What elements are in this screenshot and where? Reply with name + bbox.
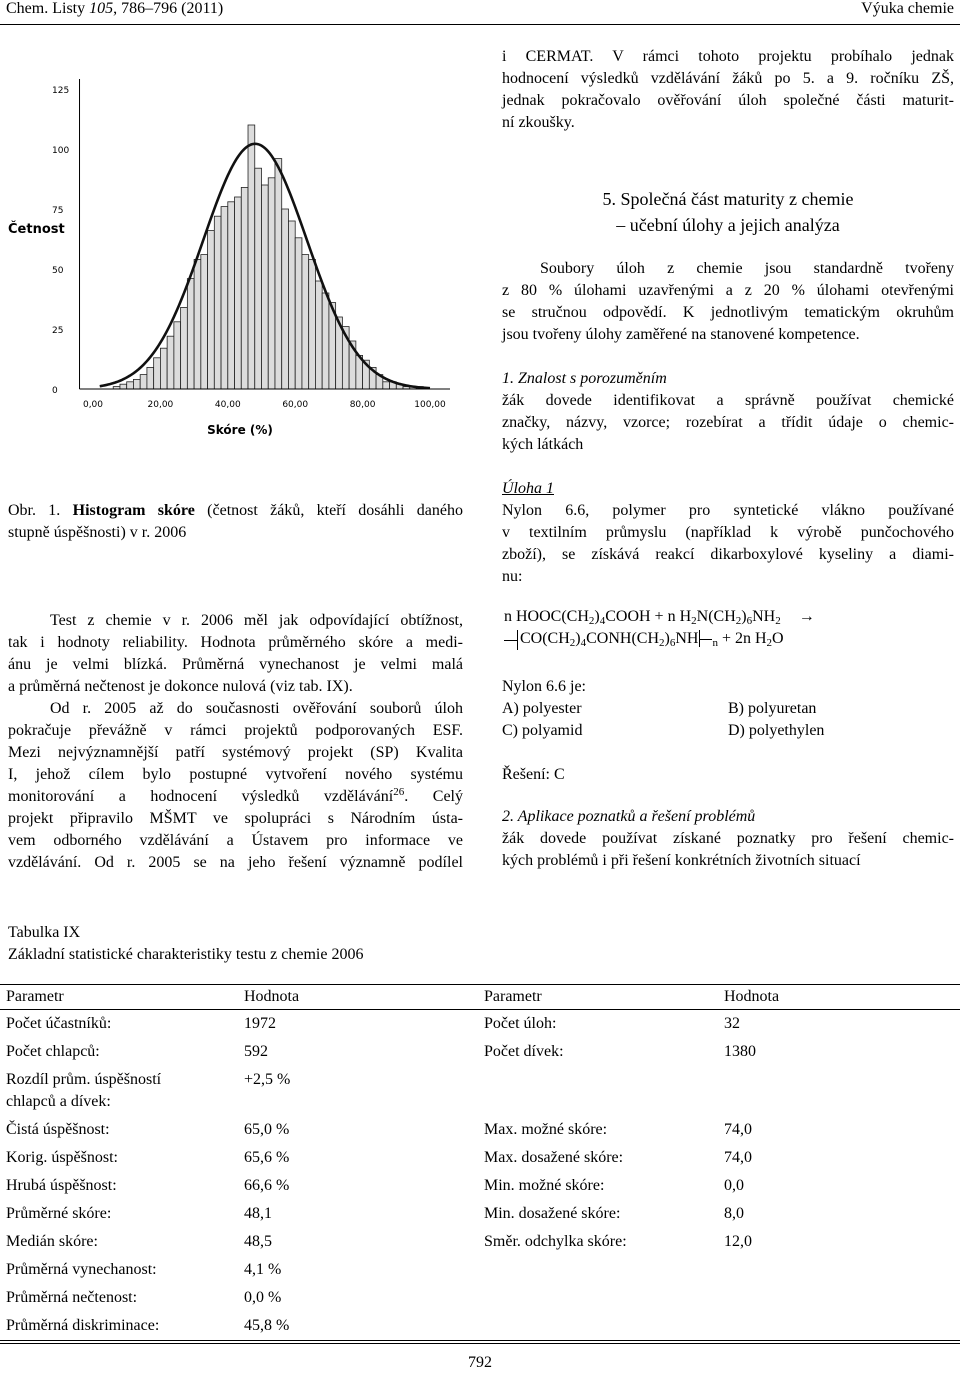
- competence-2-title: 2. Aplikace poznatků a řešení problémů: [502, 808, 756, 825]
- table-cell: 65,0 %: [244, 1121, 290, 1138]
- table-cell: 65,6 %: [244, 1149, 290, 1166]
- table-cell: Průměrná vynechanost:: [6, 1261, 157, 1278]
- header-rule: [0, 24, 960, 25]
- task-title: Úloha 1: [502, 480, 554, 497]
- table-cell: 74,0: [724, 1121, 752, 1138]
- question-block: [502, 676, 954, 742]
- histogram-bar: [248, 125, 255, 389]
- competence-1-title: 1. Znalost s porozuměním: [502, 370, 667, 387]
- table-cell: 32: [724, 1015, 740, 1032]
- table-cell: Korig. úspěšnost:: [6, 1149, 118, 1166]
- x-tick-label: 40,00: [214, 400, 241, 410]
- figure-caption: Obr. 1. Histogram skóre (četnost žáků, kteří dosáhli daného stupně úspěšnosti) v r. 2006: [8, 502, 464, 541]
- histogram-bar: [309, 259, 316, 389]
- table-cell: Průměrná diskriminace:: [6, 1317, 160, 1334]
- running-header-journal: Chem. Listy 105, 786–796 (2011): [6, 0, 224, 17]
- table-cell: Max. dosažené skóre:: [484, 1149, 624, 1166]
- histogram-bar: [302, 255, 309, 389]
- histogram-bar: [194, 259, 201, 389]
- table-cell: [478, 1284, 718, 1312]
- table-row: [0, 1038, 960, 1066]
- y-tick-label: 50: [52, 266, 64, 276]
- solution-text: Řešení: C: [502, 766, 565, 783]
- histogram-bar: [295, 238, 302, 389]
- histogram-bar: [127, 382, 134, 389]
- histogram-bar: [154, 358, 161, 389]
- table-row: [0, 1010, 960, 1039]
- table-cell: [478, 1066, 718, 1116]
- table-cell: +2,5 %: [244, 1071, 291, 1088]
- table-cell: Průměrné skóre:: [6, 1205, 112, 1222]
- question-text: Nylon 6.6 je:: [502, 678, 586, 695]
- table-row: [0, 1066, 960, 1116]
- option-b: B) polyuretan: [728, 700, 817, 717]
- section-heading: 5. Společná část maturity z chemie – učební úlohy a jejich analýza: [602, 189, 854, 235]
- reaction-arrow: →: [798, 608, 815, 625]
- left-column-text: Test z chemie v r. 2006 měl jak odpovídající obtížnost, tak i hodnoty reliability. Hodnota průměrného skóre a medi- ánu je velmi blízká. Průměrná vynechanost je velmi malá a průměrná nečtenost je dokonce nulová (viz tab. IX). Od r. 2005 až do současnosti ověřování souborů úloh pokračuje převážně v rámci projektů podporovaných ESF. Mezi nejvýznamnější patří systémový projekt (SP) Kvalita I, jehož cílem bylo postupné vytvoření nového systému monitorování a hodnocení výsledků vzdělávání$^{26}$. Celý projekt připravilo MŠMT ve spolupráci s Národním ústa- vem odborného vzdělávání a Ústavem pro informace ve vzdělávání. Od r. 2005 se na jeho řešení významně podílel: [8, 612, 464, 871]
- header-cell: Hodnota: [724, 988, 780, 1005]
- table-cell: 1972: [244, 1015, 276, 1032]
- histogram-bar: [201, 255, 208, 389]
- option-a: A) polyester: [502, 700, 582, 717]
- y-axis-label: Četnost: [8, 222, 65, 237]
- histogram-bar: [383, 382, 390, 389]
- histogram-bar: [160, 348, 167, 389]
- table-row: [0, 1172, 960, 1200]
- reaction-equation: [504, 606, 944, 650]
- table-cell: [478, 1256, 718, 1284]
- histogram-bar: [275, 159, 282, 389]
- table-cell: Počet úloh:: [484, 1015, 557, 1032]
- table-cell: 0,0: [724, 1177, 744, 1194]
- right-column-continuation: i CERMAT. V rámci tohoto projektu probíhalo jednak hodnocení výsledků vzdělávání žáků po 5. a 9. ročníku ZŠ, jednak pokračovalo ověřování úloh společné části maturit- ní zkoušky.: [502, 48, 954, 131]
- histogram-bar: [214, 216, 221, 389]
- equation-line-1: n $HOOC(CH_2)_4COOH + n$ $H_2N(CH_2)_6NH_2$ →: [504, 608, 815, 627]
- page-number: 792: [468, 1354, 492, 1371]
- histogram-bar: [120, 384, 127, 389]
- table-row: [0, 1116, 960, 1144]
- table-cell: 66,6 %: [244, 1177, 290, 1194]
- histogram-bar: [235, 197, 242, 389]
- table-cell: Min. dosažené skóre:: [484, 1205, 621, 1222]
- histogram-bar: [282, 209, 289, 389]
- table-cell: 74,0: [724, 1149, 752, 1166]
- intro-paragraph: Soubory úloh z chemie jsou standardně tvořeny z 80 % úlohami uzavřenými a z 20 % úlohami otevřenými se stručnou odpovědí. K jednotlivým tematickým okruhům jsou tvořeny úlohy zaměřené na stanovené kompetence.: [502, 260, 954, 343]
- table-cell: Čistá úspěšnost:: [6, 1121, 110, 1138]
- header-cell: Parametr: [6, 988, 64, 1005]
- table-cell: [718, 1312, 960, 1341]
- histogram-bar: [322, 293, 329, 389]
- table-cell: 592: [244, 1043, 268, 1060]
- competence-1: 1. Znalost s porozuměním žák dovede identifikovat a správně používat chemické značky, názvy, vzorce; rozebírat a třídit údaje o chemic- kých látkách: [502, 370, 954, 453]
- option-c: C) polyamid: [502, 722, 583, 739]
- table-cell: 8,0: [724, 1205, 744, 1222]
- table-cell: Průměrná nečtenost:: [6, 1289, 138, 1306]
- bond-line-right: [700, 639, 712, 640]
- histogram-bar: [241, 187, 248, 389]
- histogram-bar: [228, 202, 235, 389]
- table-row: [0, 1228, 960, 1256]
- x-axis-label: Skóre (%): [207, 423, 273, 437]
- table-cell: 0,0 %: [244, 1289, 282, 1306]
- header-cell: Hodnota: [244, 988, 300, 1005]
- histogram-bar: [174, 322, 181, 389]
- histogram-bar: [133, 379, 140, 389]
- table-cell: 1380: [724, 1043, 756, 1060]
- bond-line-left: [504, 640, 518, 641]
- running-header-section: Výuka chemie: [861, 0, 954, 17]
- equation-line-2: $CO(CH_2)_4CONH(CH_2)_6NH$ $_n$ + 2n $H_2O$: [504, 628, 944, 650]
- table-row: [0, 1200, 960, 1228]
- histogram-chart: [0, 70, 470, 450]
- histogram-bar: [140, 375, 147, 389]
- table-cell: Max. možné skóre:: [484, 1121, 608, 1138]
- table-row: [0, 1284, 960, 1312]
- table-cell: Počet chlapců:: [6, 1043, 100, 1060]
- y-tick-label: 100: [52, 146, 70, 156]
- table-cell: 45,8 %: [244, 1317, 290, 1334]
- task-1: Úloha 1 Nylon 6.6, polymer pro syntetické vlákno používané v textilním průmyslu (například k výrobě punčochového zboží), se získává reakcí dikarboxylové kyseliny a diami- nu:: [502, 480, 954, 585]
- histogram-bar: [147, 367, 154, 389]
- table-cell: 4,1 %: [244, 1261, 282, 1278]
- table-cell: Počet dívek:: [484, 1043, 564, 1060]
- histogram-bar: [262, 185, 269, 389]
- table-caption: Tabulka IX Základní statistické charakteristiky testu z chemie 2006: [8, 924, 364, 963]
- table-cell: [718, 1284, 960, 1312]
- histogram-bar: [208, 231, 215, 389]
- histogram-bar: [288, 221, 295, 389]
- histogram-bar: [315, 281, 322, 389]
- table-cell: Min. možné skóre:: [484, 1177, 605, 1194]
- table-cell: [718, 1066, 960, 1116]
- histogram-bar: [187, 279, 194, 389]
- y-tick-label: 0: [52, 386, 58, 396]
- competence-2: 2. Aplikace poznatků a řešení problémů žák dovede používat získané poznatky pro řešení chemic- kých problémů i při řešení konkrétních životních situací: [502, 808, 954, 869]
- table-row: [0, 1256, 960, 1284]
- table-row: [0, 1144, 960, 1172]
- stats-table: [0, 984, 960, 1341]
- table-header-row: [0, 985, 960, 1010]
- table-row: [0, 1312, 960, 1341]
- y-tick-label: 25: [52, 326, 64, 336]
- x-tick-label: 20,00: [147, 400, 174, 410]
- bracket-left: [517, 630, 518, 650]
- table-cell: Počet účastníků:: [6, 1015, 112, 1032]
- table-cell: 48,1: [244, 1205, 272, 1222]
- figure-title: Histogram skóre: [72, 502, 195, 519]
- table-cell: Medián skóre:: [6, 1233, 98, 1250]
- header-cell: Parametr: [484, 988, 542, 1005]
- table-cell: Směr. odchylka skóre:: [484, 1233, 627, 1250]
- y-tick-label: 125: [52, 86, 70, 96]
- table-cell: 48,5: [244, 1233, 272, 1250]
- x-tick-label: 60,00: [282, 400, 309, 410]
- y-tick-label: 75: [52, 206, 64, 216]
- x-tick-label: 0,00: [82, 400, 104, 410]
- table-cell: [718, 1256, 960, 1284]
- table-cell: [478, 1312, 718, 1341]
- figure-label: Obr. 1.: [8, 502, 61, 519]
- table-cell: Rozdíl prům. úspěšností chlapců a dívek:: [6, 1071, 162, 1110]
- histogram-bar: [221, 207, 228, 389]
- table-cell: 12,0: [724, 1233, 752, 1250]
- histogram-bar: [167, 336, 174, 389]
- x-tick-label: 80,00: [349, 400, 376, 410]
- x-tick-label: 100,00: [414, 400, 446, 410]
- option-d: D) polyethylen: [728, 722, 825, 739]
- table-cell: Hrubá úspěšnost:: [6, 1177, 117, 1194]
- reference-number: 26: [393, 786, 405, 798]
- histogram-bar: [268, 178, 275, 389]
- footer-rule: [0, 1343, 960, 1344]
- histogram-bar: [181, 307, 188, 389]
- histogram-bar: [255, 168, 262, 389]
